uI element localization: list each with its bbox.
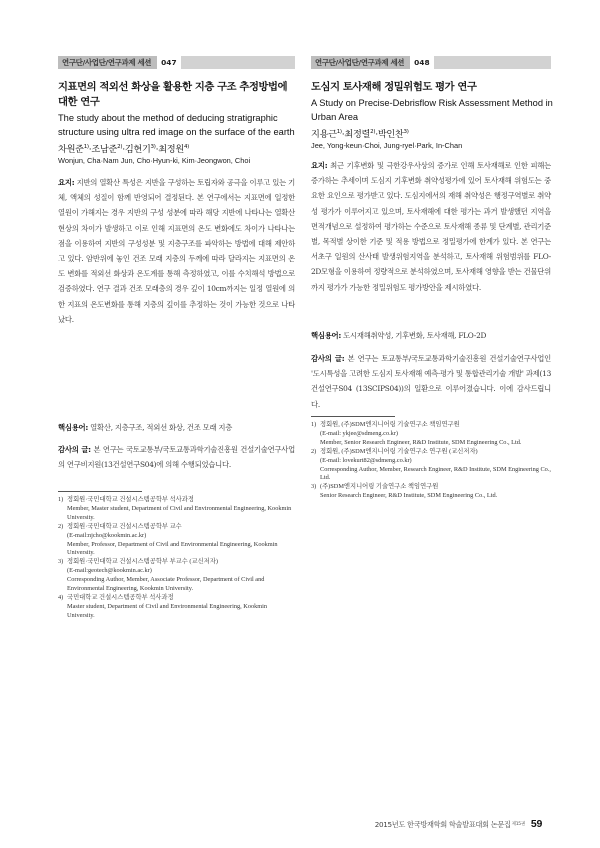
footnote-item xyxy=(311,448,551,484)
korean-title-line-1: 도심지 토사재해 정밀위험도 평가 연구 xyxy=(311,81,477,93)
section-bar xyxy=(434,56,551,69)
footnote-line: Corresponding Author, Member, Associate Professor, Department of Civil and Environmental Engineering, Kookmin University. xyxy=(67,576,265,593)
page-footer xyxy=(375,818,542,830)
footnote-item xyxy=(58,523,295,559)
keywords-label: 핵심용어: xyxy=(311,331,342,340)
footnote-line: (주)SDM엔지니어링 기술연구소 책임연구원 xyxy=(320,483,439,491)
acknowledgement-label: 감사의 글: xyxy=(58,445,91,454)
author-name: 최정렬 xyxy=(344,129,371,140)
footnote-text xyxy=(67,523,295,559)
footnote-item xyxy=(311,421,551,448)
authors-english: Wonjun, Cha·Nam Jun, Cho·Hyun-ki, Kim·Jeongwon, Choi xyxy=(58,156,251,165)
author-affiliation-mark: 1) xyxy=(336,128,342,135)
volume-suffix: 제15권 xyxy=(511,822,525,827)
footnote-line: Member, Master student, Department of Civil and Environmental Engineering, Kookmin University. xyxy=(67,504,292,521)
author-affiliation-mark: 4) xyxy=(183,143,189,150)
keywords-block xyxy=(311,328,551,343)
footnote-text xyxy=(320,448,551,484)
footnote-line: (E-mail: lovekurt82@sdmeng.co.kr) xyxy=(320,456,412,464)
footnote-text xyxy=(320,483,551,501)
footnote-item xyxy=(58,496,295,523)
footnote-line: 정회원·국민대학교 건설시스템공학부 교수 xyxy=(67,522,182,530)
korean-title-line-1: 지표면의 적외선 화상을 활용한 지층 구조 추정방법에 xyxy=(58,81,288,93)
author-name: 차원준 xyxy=(58,144,84,155)
acknowledgement-block xyxy=(58,442,295,472)
english-title-line-1: A Study on Precise-Debrisflow Risk Assessment Method in xyxy=(311,98,553,108)
footnote-line: 국민대학교 건설시스템공학부 석사과정 xyxy=(67,593,174,601)
author-name: 김현기 xyxy=(124,144,151,155)
footnote-item xyxy=(311,483,551,501)
section-label: 연구단/사업단/연구과제 세션 xyxy=(58,56,157,69)
abstract-label: 요지: xyxy=(58,178,75,187)
acknowledgement-label: 감사의 글: xyxy=(311,354,345,363)
footnote-text xyxy=(67,496,295,523)
author-affiliation-mark: 3) xyxy=(403,128,409,135)
author-name: 최정원 xyxy=(158,144,184,155)
abstract-block xyxy=(58,175,295,327)
authors-korean: 지용근$^{1)}$·최정렬$^{2)}$·박인찬$^{3)}$ xyxy=(311,128,409,140)
footnote-line: 정회원, (주)SDM엔지니어링 기술연구소 책임연구원 xyxy=(320,421,460,428)
english-title-line-2: Urban Area xyxy=(311,112,359,122)
footnote-number: 2) xyxy=(58,522,64,530)
english-title-line-2: structure using ultra red image on the surface of the earth xyxy=(58,127,295,137)
section-bar xyxy=(181,56,295,69)
footnote-line: 정회원·국민대학교 건설시스템공학부 부교수 (교신저자) xyxy=(67,558,218,566)
footnote-text xyxy=(67,594,295,621)
author-affiliation-mark: 1) xyxy=(83,143,89,150)
footnote-line: (E-mail:njcho@kookmin.ac.kr) xyxy=(67,531,147,539)
footnote-divider xyxy=(58,491,142,492)
footnote-text xyxy=(67,558,295,594)
acknowledgement-text: 본 연구는 국토교통부/국토교통과학기술진흥원 건설기술연구사업의 연구비지원(13건설연구S04)에 의해 수행되었습니다. xyxy=(58,445,295,470)
footnote-item xyxy=(58,594,295,621)
english-title-line-1: The study about the method of deducing stratigraphic xyxy=(58,113,278,123)
keywords-label: 핵심용어: xyxy=(58,423,89,432)
acknowledgement-text: 본 연구는 토교통부/국토교통과학기술진흥원 건설기술연구사업인 '도시특성을 고려한 도심지 토사재해 예측·평가 및 통합관리기술 개발' 과제(13건설연구S04 (13SCIPS04))의 일환으로 이루어졌습니다. 이에 감사드립니다. xyxy=(311,354,551,409)
author-name: 조남준 xyxy=(91,144,118,155)
section-number: 047 xyxy=(157,56,180,69)
keywords-text: 도시재해취약성, 기후변화, 토사재해, FLO-2D xyxy=(343,331,487,340)
keywords-block xyxy=(58,420,295,435)
page-number: 59 xyxy=(530,818,542,830)
section-header-right xyxy=(311,56,551,69)
footnote-number: 3) xyxy=(58,558,64,566)
footnote-line: (E-mail:geotech@kookmin.ac.kr) xyxy=(67,567,152,575)
footnote-number: 2) xyxy=(311,447,317,455)
footnotes-right xyxy=(311,421,551,501)
footnote-line: Member, Senior Research Engineer, R&D Institute, SDM Engineering Co., Ltd. xyxy=(320,438,522,446)
footnote-divider xyxy=(311,416,395,417)
acknowledgement-block xyxy=(311,351,551,412)
footnote-number: 3) xyxy=(311,483,317,491)
footnote-line: 정회원, (주)SDM엔지니어링 기술연구소 연구원 (교신저자) xyxy=(320,447,478,455)
authors-korean: 차원준$^{1)}$·조남준$^{2)}$·김현기$^{3)}$·최정원$^{4)}$ xyxy=(58,143,189,155)
korean-title-line-2: 대한 연구 xyxy=(58,96,100,108)
keywords-text: 열확산, 지층구조, 적외선 화상, 건조 모래 지층 xyxy=(90,423,233,432)
proceedings-title: 2015년도 한국방재학회 학술발표대회 논문집 xyxy=(374,820,511,829)
footnote-line: 정회원·국민대학교 건설시스템공학부 석사과정 xyxy=(67,496,194,503)
footnote-item xyxy=(58,558,295,594)
footnote-line: (E-mail: ykjee@sdmeng.co.kr) xyxy=(320,429,399,437)
author-name: 지용근 xyxy=(311,129,337,140)
section-label: 연구단/사업단/연구과제 세션 xyxy=(311,56,410,69)
footnote-number: 1) xyxy=(311,421,317,428)
footnote-line: Corresponding Author, Member, Research Engineer, R&D Institute, SDM Engineering Co., Ltd. xyxy=(320,465,551,482)
section-header-left xyxy=(58,56,295,69)
footnote-text xyxy=(320,421,551,448)
footnote-line: Member, Professor, Department of Civil and Environmental Engineering, Kookmin University. xyxy=(67,540,278,557)
footnote-line: Senior Research Engineer, R&D Institute, SDM Engineering Co., Ltd. xyxy=(320,492,498,500)
author-affiliation-mark: 2) xyxy=(117,143,123,150)
authors-english: Jee, Yong-keun·Choi, Jung-ryel·Park, In-Chan xyxy=(311,141,463,150)
abstract-label: 요지: xyxy=(311,161,328,170)
footnote-number: 4) xyxy=(58,593,64,601)
section-number: 048 xyxy=(410,56,433,69)
author-name: 박인찬 xyxy=(377,129,404,140)
abstract-block xyxy=(311,158,551,295)
footnote-number: 1) xyxy=(58,496,64,503)
author-affiliation-mark: 2) xyxy=(370,128,376,135)
footnotes-left xyxy=(58,496,295,621)
footnote-line: Master student, Department of Civil and Environmental Engineering, Kookmin University. xyxy=(67,602,268,619)
author-affiliation-mark: 3) xyxy=(150,143,156,150)
abstract-text: 지반의 열확산 특성은 지반을 구성하는 토립자와 공극을 이루고 있는 기체, 액체의 성질이 함께 반영되어 결정된다. 본 연구에서는 지표면에 일정한 열원이 가해지는 경우 지반의 구성 성분에 따라 해당 지반에 나타나는 열확산 현상의 차이가 발생하고 이로 인해 지표면의 온도 변화에도 차이가 나타나는 점을 이용하여 지반의 구성성분 및 지층구조를 파악하는 방법에 대해 제안하고 있다. 암반위에 놓인 건조 모래 지층의 두께에 따라 달라지는 지표면의 온도 변화를 적외선 화상과 온도계를 통해 측정하였고, 이를 수치해석 방법으로 검증하였다. 연구 결과 건조 모래층의 경우 깊이 10cm까지는 일정 열원에 의한 지표의 온도변화를 통해 지층의 깊이를 추정하는 것이 가능한 것으로 나타났다. xyxy=(58,178,295,324)
abstract-text: 최근 기후변화 및 극한강우사상의 증가로 인해 토사재해로 인한 피해는 증가하는 추세이며 도심지 기후변화 취약성평가에 있어 토사재해 위험도는 중요한 요인으로 평가받고 있다. 도심지에서의 재해 취약성은 행정구역별로 취약성 평가가 이루어지고 있으며, 토사재해에 대한 평가는 과거 발생했던 지역을 면적개념으로 설정하여 평가하는 수준으로 토사재해 종류 및 단계별, 관리기준별, 목적별 상이한 기준 및 적용 방법으로 정밀평가에 한계가 있다. 본 연구는 서초구 일원의 산사태 발생위험지역을 분석하고, 토사재해 위험범위를 FLO-2D모형을 이용하여 정량적으로 분석하였으며, 토사재해 영향을 받는 건물단위까지 평가가 가능한 정밀위험도 평가방안을 제시하였다. xyxy=(311,161,551,292)
